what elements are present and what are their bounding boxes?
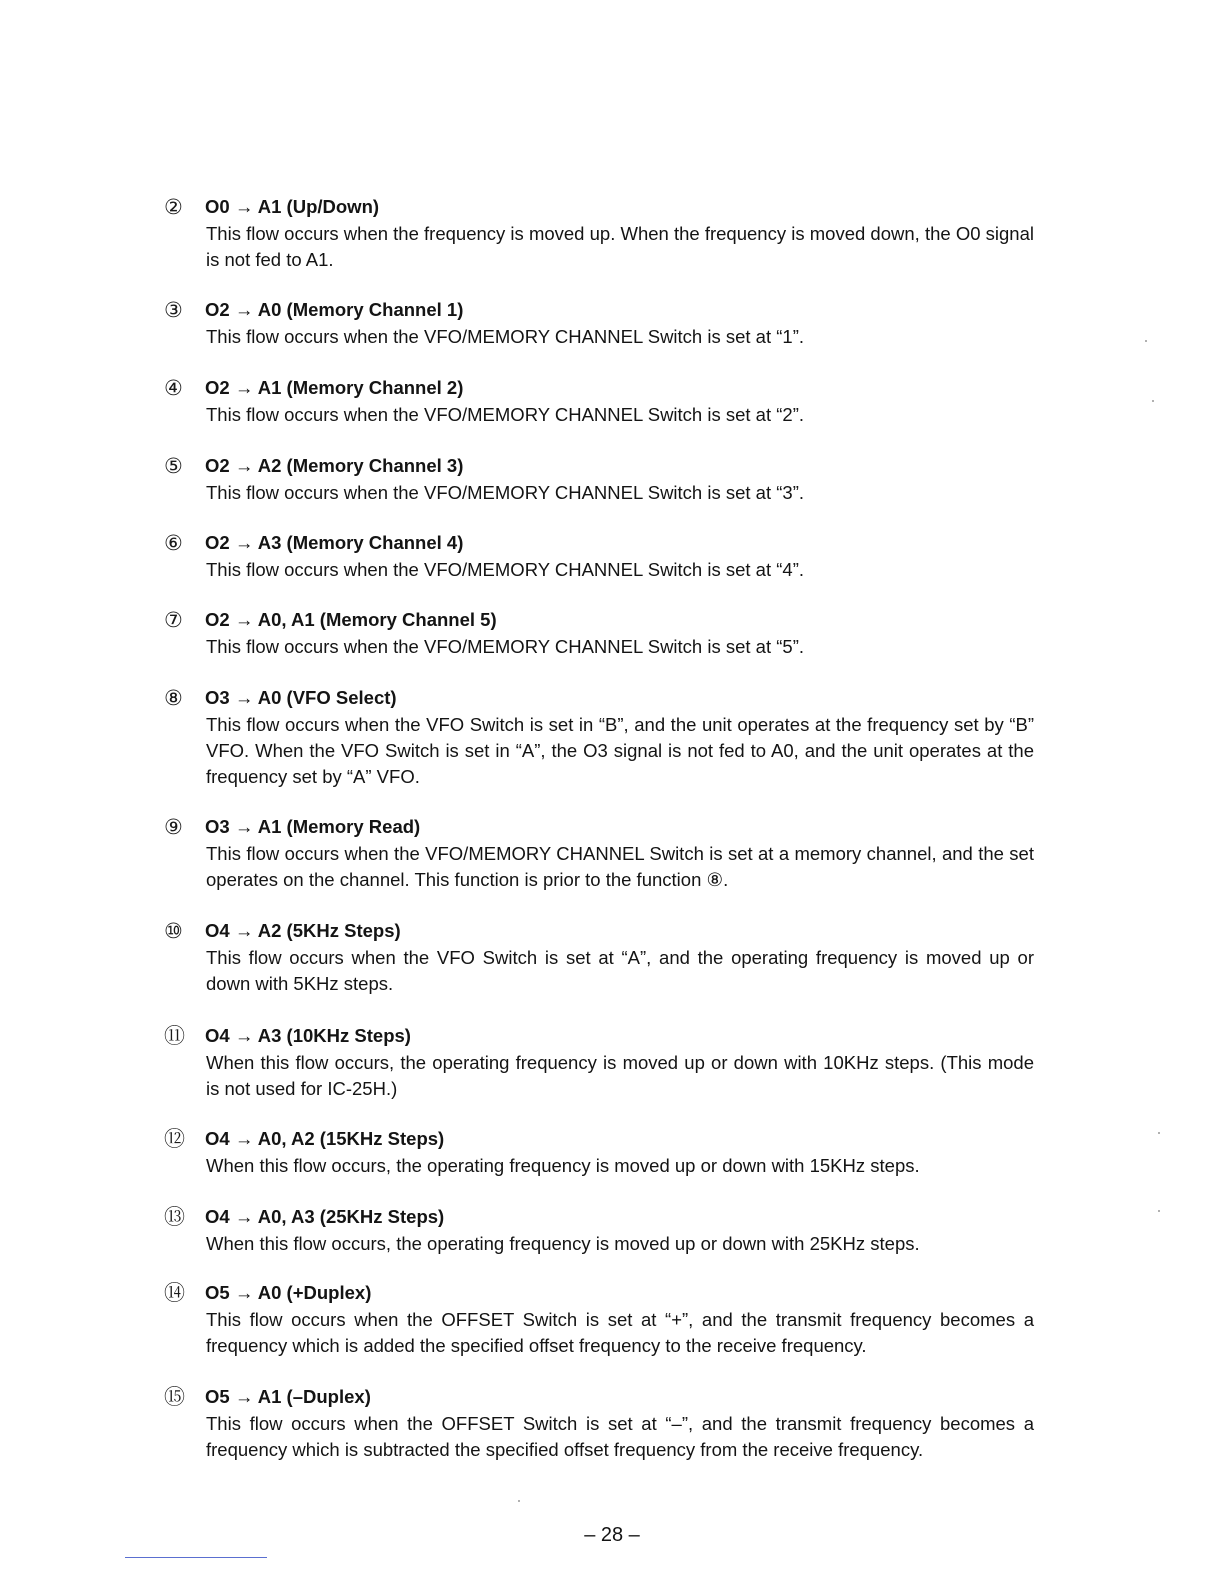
item-heading: O4 → A3 (10KHz Steps) <box>205 1025 411 1046</box>
item-number: ⑩ <box>164 919 183 943</box>
item-description: When this flow occurs, the operating frequency is moved up or down with 10KHz steps. (This mode is not used for IC-25H.) <box>206 1052 1034 1099</box>
item-number: ⑪ <box>164 1024 185 1048</box>
scan-artifact-line <box>125 1557 267 1558</box>
item-number: ⑬ <box>164 1205 185 1229</box>
scan-speck <box>518 1500 520 1502</box>
item-description: This flow occurs when the VFO/MEMORY CHANNEL Switch is set at “1”. <box>206 326 804 347</box>
item-number: ⑧ <box>164 686 183 710</box>
item-heading: O4 → A0, A2 (15KHz Steps) <box>205 1128 445 1149</box>
item-number: ⑭ <box>164 1281 185 1305</box>
item-heading: O5 → A0 (+Duplex) <box>205 1282 372 1303</box>
scan-speck <box>1158 1210 1160 1212</box>
item-number: ② <box>164 195 183 219</box>
item-heading: O2 → A0, A1 (Memory Channel 5) <box>205 609 497 630</box>
item-heading: O2 → A2 (Memory Channel 3) <box>205 455 464 476</box>
item-number: ③ <box>164 298 183 322</box>
item-description: This flow occurs when the VFO/MEMORY CHANNEL Switch is set at “5”. <box>206 636 804 657</box>
item-description: This flow occurs when the VFO/MEMORY CHANNEL Switch is set at “3”. <box>206 482 804 503</box>
scan-speck <box>1152 400 1154 402</box>
item-number: ⑮ <box>164 1385 185 1409</box>
item-description: When this flow occurs, the operating frequency is moved up or down with 15KHz steps. <box>206 1155 920 1176</box>
item-heading: O2 → A3 (Memory Channel 4) <box>205 532 464 553</box>
item-description: When this flow occurs, the operating frequency is moved up or down with 25KHz steps. <box>206 1233 920 1254</box>
item-description: This flow occurs when the VFO/MEMORY CHANNEL Switch is set at a memory channel, and the set operates on the channel. This function is prior to the function ⑧. <box>206 843 1034 890</box>
item-description: This flow occurs when the VFO Switch is set at “A”, and the operating frequency is moved up or down with 5KHz steps. <box>206 947 1034 994</box>
item-heading: O2 → A0 (Memory Channel 1) <box>205 299 464 320</box>
item-number: ⑫ <box>164 1127 185 1151</box>
item-description: This flow occurs when the OFFSET Switch is set at “–”, and the transmit frequency becomes a frequency which is subtracted the specified offset frequency from the receive frequency. <box>206 1413 1034 1460</box>
item-heading: O3 → A1 (Memory Read) <box>205 816 421 837</box>
item-description: This flow occurs when the VFO/MEMORY CHANNEL Switch is set at “4”. <box>206 559 804 580</box>
item-number: ⑥ <box>164 531 183 555</box>
item-number: ④ <box>164 376 183 400</box>
page-number: – 28 – <box>584 1524 640 1546</box>
item-description: This flow occurs when the OFFSET Switch is set at “+”, and the transmit frequency becomes a frequency which is added the specified offset frequency to the receive frequency. <box>206 1309 1034 1356</box>
item-heading: O4 → A2 (5KHz Steps) <box>205 920 401 941</box>
item-description: This flow occurs when the frequency is moved up. When the frequency is moved down, the O0 signal is not fed to A1. <box>206 223 1034 270</box>
scan-speck <box>1145 340 1147 342</box>
item-number: ⑨ <box>164 815 183 839</box>
item-heading: O5 → A1 (–Duplex) <box>205 1386 371 1407</box>
item-number: ⑤ <box>164 454 183 478</box>
item-heading: O3 → A0 (VFO Select) <box>205 687 397 708</box>
item-heading: O4 → A0, A3 (25KHz Steps) <box>205 1206 445 1227</box>
item-number: ⑦ <box>164 608 183 632</box>
item-description: This flow occurs when the VFO Switch is set in “B”, and the unit operates at the frequency set by “B” VFO. When the VFO Switch is set in “A”, the O3 signal is not fed to A0, and the unit operates at the frequency set by “A” VFO. <box>206 714 1034 787</box>
scan-speck <box>1158 1132 1160 1134</box>
item-description: This flow occurs when the VFO/MEMORY CHANNEL Switch is set at “2”. <box>206 404 804 425</box>
item-heading: O0 → A1 (Up/Down) <box>205 196 380 217</box>
item-heading: O2 → A1 (Memory Channel 2) <box>205 377 464 398</box>
